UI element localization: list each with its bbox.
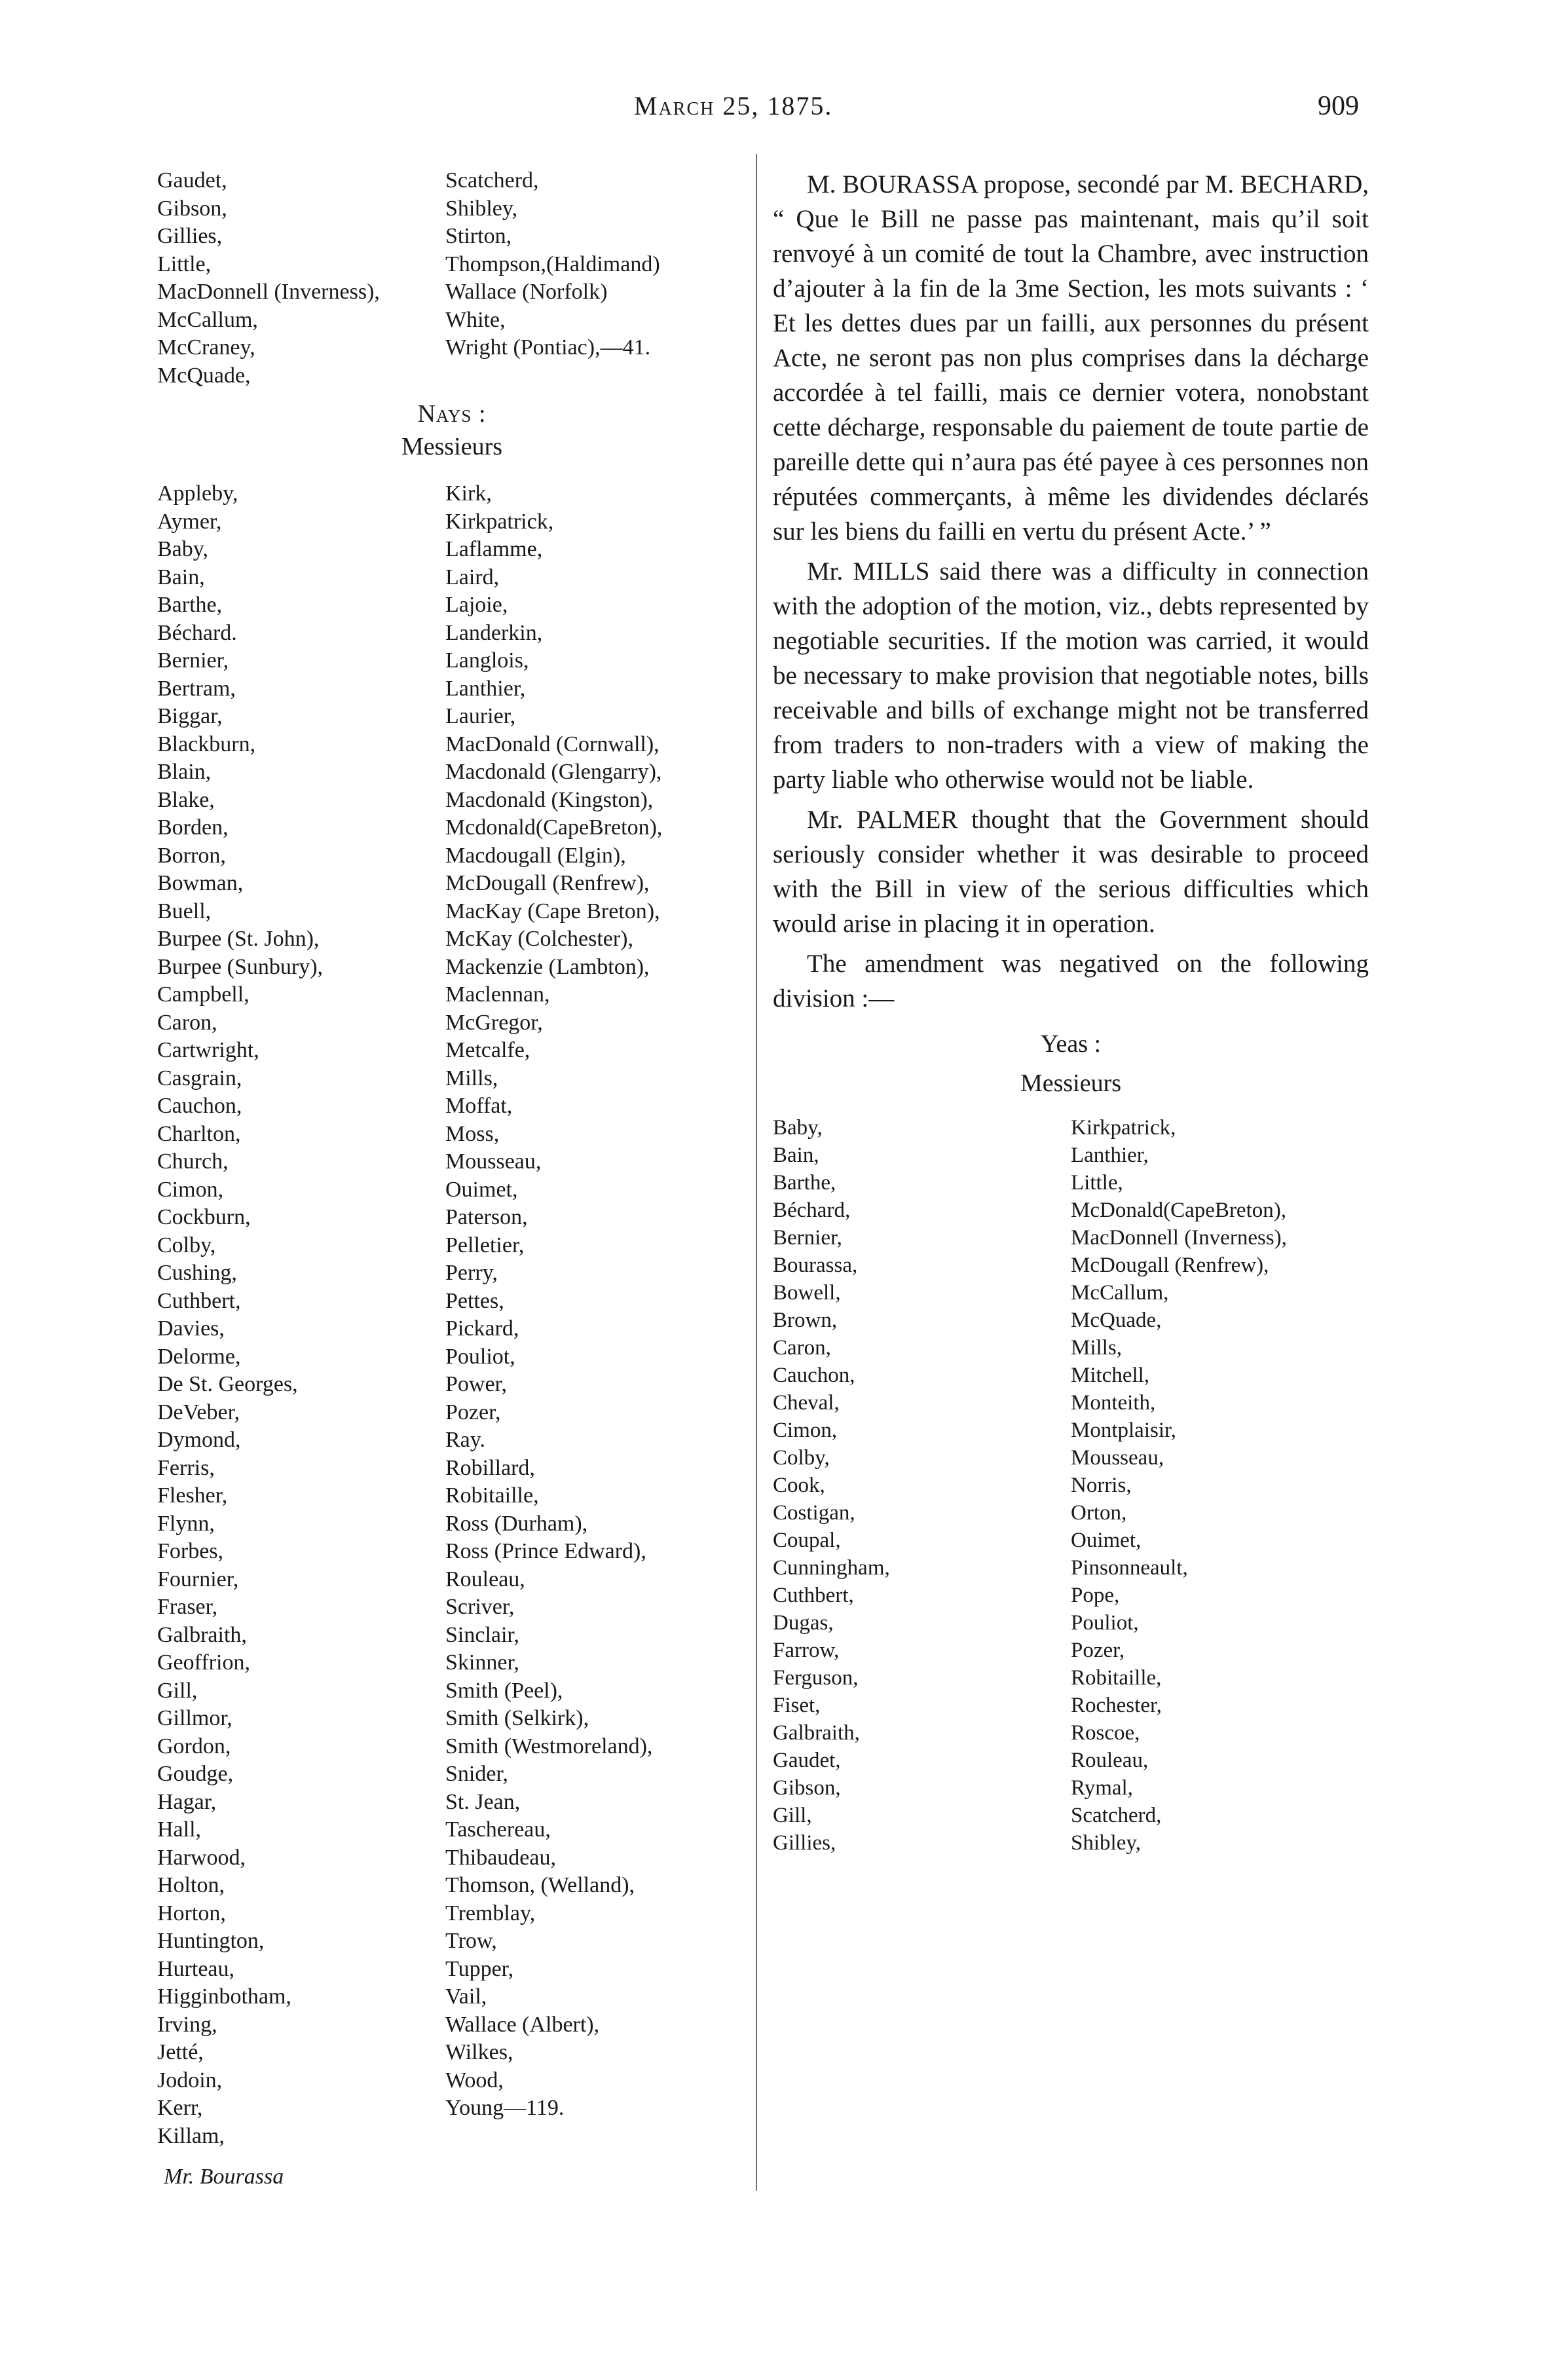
- member-name: Gill,: [773, 1804, 812, 1827]
- member-name: Ross (Durham),: [445, 1511, 588, 1536]
- member-name: Dymond,: [157, 1428, 241, 1452]
- member-name: Biggar,: [157, 704, 223, 728]
- member-name: Pelletier,: [445, 1233, 525, 1257]
- nays-heading: Nays :: [417, 400, 487, 428]
- member-name: Taschereau,: [445, 1817, 551, 1842]
- member-name: De St. Georges,: [157, 1372, 298, 1396]
- member-name: Fournier,: [157, 1567, 239, 1591]
- member-name: Thomson, (Welland),: [445, 1873, 635, 1897]
- member-name: Hurteau,: [157, 1956, 235, 1981]
- member-name: Moffat,: [445, 1094, 513, 1118]
- member-name: Ouimet,: [1071, 1529, 1142, 1552]
- member-name: Galbraith,: [157, 1622, 247, 1647]
- member-name: McGregor,: [445, 1010, 543, 1035]
- member-name: Shibley,: [445, 196, 518, 221]
- member-name: Mousseau,: [445, 1149, 542, 1174]
- member-name: Vail,: [445, 1984, 487, 2009]
- member-name: Snider,: [445, 1762, 508, 1786]
- member-name: Béchard,: [773, 1199, 851, 1222]
- member-name: Horton,: [157, 1901, 226, 1925]
- member-name: Dugas,: [773, 1611, 834, 1635]
- member-name: Thibaudeau,: [445, 1845, 556, 1870]
- member-name: Baby,: [157, 537, 209, 561]
- member-name: Sinclair,: [445, 1622, 519, 1647]
- member-name: Shibley,: [1071, 1831, 1141, 1855]
- member-name: Ouimet,: [445, 1177, 518, 1202]
- yeas-messieurs: Messieurs: [1020, 1069, 1122, 1097]
- member-name: Colby,: [773, 1446, 830, 1470]
- nays-list: [157, 480, 747, 2150]
- member-name: Mills,: [445, 1066, 498, 1090]
- member-name: Skinner,: [445, 1650, 519, 1675]
- member-name: Macdonald (Glengarry),: [445, 760, 662, 784]
- member-name: Gaudet,: [157, 168, 227, 193]
- member-name: Lajoie,: [445, 593, 508, 617]
- member-name: Coupal,: [773, 1529, 841, 1552]
- yeas-continued-col-2: [445, 167, 747, 390]
- member-name: Barthe,: [773, 1171, 836, 1195]
- member-name: Kirkpatrick,: [445, 509, 554, 534]
- member-name: St. Jean,: [445, 1789, 521, 1814]
- member-name: Pickard,: [445, 1316, 519, 1341]
- member-name: Buell,: [157, 899, 212, 923]
- member-name: White,: [445, 307, 506, 332]
- nays-col-2: [445, 480, 747, 2150]
- member-name: MacDonnell (Inverness),: [1071, 1226, 1287, 1250]
- member-name: McCallum,: [1071, 1281, 1169, 1305]
- paragraph-bourassa-motion: M. BOURASSA propose, secondé par M. BECHARD, “ Que le Bill ne passe pas maintenant, mais qu’il soit renvoyé à un comité de tout la Chambre, avec instruction d’ajouter à la fin de la 3me Section, les mots suivants : ‘ Et les dettes dues par un failli, aux personnes du présent Acte, ne seront pas non plus comprises dans la décharge accordée à tel failli, mais ce dernier votera, nonobstant cette décharge, responsable du paiement de toute partie de pareille dette qui n’aura pas été payee à ces personnes non réputées commerçants, à même les dividendes déclarés sur les biens du failli en vertu du présent Acte.’ ”: [773, 170, 1369, 546]
- member-name: Aymer,: [157, 509, 222, 534]
- yeas-heading: Yeas :: [1040, 1030, 1102, 1058]
- catchword: Mr. Bourassa: [164, 2165, 284, 2189]
- member-name: McCraney,: [157, 335, 255, 360]
- member-name: Campbell,: [157, 982, 250, 1007]
- member-name: Bourassa,: [773, 1254, 858, 1277]
- member-name: Bowman,: [157, 871, 244, 895]
- member-name: Moss,: [445, 1121, 500, 1146]
- member-name: Kirkpatrick,: [1071, 1116, 1176, 1140]
- member-name: Casgrain,: [157, 1066, 242, 1090]
- member-name: Thompson,(Haldimand): [445, 251, 660, 276]
- member-name: Fiset,: [773, 1694, 821, 1717]
- member-name: Monteith,: [1071, 1391, 1156, 1415]
- member-name: Laird,: [445, 565, 500, 589]
- member-name: Gibson,: [157, 196, 227, 221]
- paragraph-palmer: Mr. PALMER thought that the Government should seriously consider whether it was desirable to proceed with the Bill in view of the serious difficulties which would arise in placing it in operation.: [773, 806, 1369, 938]
- member-name: Orton,: [1071, 1501, 1127, 1525]
- member-name: Wallace (Norfolk): [445, 280, 608, 304]
- member-name: Burpee (St. John),: [157, 927, 320, 951]
- member-name: Flynn,: [157, 1511, 215, 1536]
- member-name: Bain,: [773, 1144, 819, 1167]
- page-number: 909: [1318, 91, 1359, 121]
- paragraph-division: The amendment was negatived on the following division :—: [773, 950, 1369, 1013]
- member-name: McDougall (Renfrew),: [445, 871, 650, 895]
- member-name: Farrow,: [773, 1639, 840, 1662]
- member-name: Smith (Peel),: [445, 1678, 563, 1703]
- member-name: Higginbotham,: [157, 1984, 291, 2009]
- member-name: Gordon,: [157, 1734, 231, 1758]
- yeas-col-2: [1071, 1114, 1369, 1857]
- member-name: MacKay (Cape Breton),: [445, 899, 660, 923]
- member-name: Brown,: [773, 1309, 838, 1332]
- member-name: Langlois,: [445, 648, 529, 673]
- member-name: Cockburn,: [157, 1205, 251, 1229]
- member-name: Tremblay,: [445, 1901, 536, 1925]
- member-name: Roscoe,: [1071, 1721, 1140, 1745]
- member-name: Baby,: [773, 1116, 823, 1140]
- member-name: Tupper,: [445, 1956, 514, 1981]
- member-name: Goudge,: [157, 1762, 234, 1786]
- member-name: Blackburn,: [157, 732, 256, 756]
- member-name: MacDonnell (Inverness),: [157, 280, 380, 304]
- member-name: Scatcherd,: [445, 168, 539, 193]
- member-name: Harwood,: [157, 1845, 246, 1870]
- member-name: Ferris,: [157, 1455, 215, 1480]
- member-name: Ross (Prince Edward),: [445, 1539, 646, 1563]
- member-name: Rochester,: [1071, 1694, 1162, 1717]
- member-name: Holton,: [157, 1873, 225, 1897]
- member-name: Blake,: [157, 787, 215, 812]
- member-name: Irving,: [157, 2012, 217, 2037]
- page-header: [0, 90, 1543, 130]
- member-name: Cauchon,: [157, 1094, 242, 1118]
- member-name: Pouliot,: [445, 1344, 515, 1369]
- member-name: Huntington,: [157, 1929, 265, 1953]
- member-name: Little,: [157, 251, 212, 276]
- member-name: Mills,: [1071, 1336, 1122, 1360]
- member-name: Perry,: [445, 1261, 498, 1285]
- member-name: Little,: [1071, 1171, 1123, 1195]
- member-name: Norris,: [1071, 1474, 1132, 1497]
- member-name: Kirk,: [445, 481, 492, 506]
- column-divider: [756, 154, 757, 2191]
- yeas-continued-list: [157, 167, 747, 390]
- nays-messieurs: Messieurs: [401, 433, 503, 460]
- member-name: Geoffrion,: [157, 1650, 250, 1675]
- member-name: Davies,: [157, 1316, 225, 1341]
- member-name: Mousseau,: [1071, 1446, 1164, 1470]
- member-name: Flesher,: [157, 1483, 228, 1508]
- paragraph-mills: Mr. MILLS said there was a difficulty in connection with the adoption of the motion, viz., debts represented by negotiable securities. If the motion was carried, it would be necessary to make provision that negotiable notes, bills receivable and bills of exchange might not be transferred from traders to non-traders with a view of making the party liable who otherwise would not be liable.: [773, 557, 1369, 794]
- member-name: Burpee (Sunbury),: [157, 954, 324, 979]
- member-name: Bain,: [157, 565, 205, 589]
- member-name: Lanthier,: [1071, 1144, 1149, 1167]
- member-name: Metcalfe,: [445, 1038, 530, 1062]
- member-name: Rymal,: [1071, 1776, 1133, 1800]
- member-name: McDonald(CapeBreton),: [1071, 1199, 1286, 1222]
- member-name: Cushing,: [157, 1261, 237, 1285]
- member-name: Fraser,: [157, 1595, 218, 1619]
- member-name: Macdougall (Elgin),: [445, 843, 626, 868]
- member-name: Maclennan,: [445, 982, 550, 1007]
- member-name: Cook,: [773, 1474, 825, 1497]
- member-name: Mitchell,: [1071, 1364, 1150, 1387]
- member-name: Gillmor,: [157, 1706, 232, 1730]
- member-name: Pouliot,: [1071, 1611, 1139, 1635]
- member-name: Cimon,: [157, 1177, 224, 1202]
- member-name: Laflamme,: [445, 537, 543, 561]
- member-name: Landerkin,: [445, 620, 543, 645]
- member-name: Ray.: [445, 1428, 486, 1452]
- member-name: Cauchon,: [773, 1364, 855, 1387]
- member-name: Cimon,: [773, 1419, 838, 1442]
- member-name: Robillard,: [445, 1455, 535, 1480]
- member-name: Gill,: [157, 1678, 198, 1703]
- member-name: Pinsonneault,: [1071, 1556, 1188, 1580]
- member-name: Cuthbert,: [157, 1288, 241, 1313]
- member-name: Gaudet,: [773, 1749, 841, 1772]
- member-name: Costigan,: [773, 1501, 855, 1525]
- member-name: Young—119.: [445, 2096, 565, 2120]
- member-name: Cheval,: [773, 1391, 840, 1415]
- left-column: [157, 167, 747, 2189]
- member-name: Lanthier,: [445, 676, 526, 701]
- member-name: Delorme,: [157, 1344, 241, 1369]
- member-name: Wright (Pontiac),—41.: [445, 335, 651, 360]
- member-name: Rouleau,: [445, 1567, 525, 1591]
- member-name: Cuthbert,: [773, 1584, 854, 1607]
- member-name: Borden,: [157, 815, 229, 840]
- member-name: McCallum,: [157, 307, 258, 332]
- member-name: Mcdonald(CapeBreton),: [445, 815, 663, 840]
- member-name: Hagar,: [157, 1789, 217, 1814]
- member-name: Jetté,: [157, 2040, 204, 2064]
- yeas-continued-col-1: [157, 167, 445, 390]
- member-name: Ferguson,: [773, 1666, 859, 1690]
- member-name: Gillies,: [773, 1831, 836, 1855]
- member-name: Mackenzie (Lambton),: [445, 954, 650, 979]
- member-name: Caron,: [157, 1010, 217, 1035]
- member-name: Appleby,: [157, 481, 238, 506]
- page-date: March 25, 1875.: [634, 91, 833, 121]
- member-name: MacDonald (Cornwall),: [445, 732, 660, 756]
- member-name: Charlton,: [157, 1121, 241, 1146]
- member-name: McQuade,: [1071, 1309, 1162, 1332]
- member-name: Bertram,: [157, 676, 236, 701]
- member-name: Bernier,: [157, 648, 229, 673]
- member-name: Bowell,: [773, 1281, 841, 1305]
- member-name: Cartwright,: [157, 1038, 259, 1062]
- member-name: Paterson,: [445, 1205, 528, 1229]
- member-name: Wallace (Albert),: [445, 2012, 600, 2037]
- member-name: Colby,: [157, 1233, 216, 1257]
- member-name: McDougall (Renfrew),: [1071, 1254, 1269, 1277]
- member-name: Laurier,: [445, 704, 516, 728]
- member-name: Macdonald (Kingston),: [445, 787, 654, 812]
- member-name: Smith (Westmoreland),: [445, 1734, 653, 1758]
- member-name: Bernier,: [773, 1226, 842, 1250]
- member-name: Wood,: [445, 2068, 504, 2092]
- member-name: Pettes,: [445, 1288, 504, 1313]
- member-name: Borron,: [157, 843, 226, 868]
- member-name: Scatcherd,: [1071, 1804, 1162, 1827]
- yeas-list: [773, 1114, 1369, 1857]
- member-name: Pozer,: [445, 1400, 501, 1424]
- right-column: [773, 167, 1369, 1857]
- member-name: Montplaisir,: [1071, 1419, 1176, 1442]
- member-name: McKay (Colchester),: [445, 927, 634, 951]
- member-name: Rouleau,: [1071, 1749, 1149, 1772]
- member-name: Church,: [157, 1149, 229, 1174]
- member-name: DeVeber,: [157, 1400, 240, 1424]
- member-name: Jodoin,: [157, 2068, 223, 2092]
- member-name: Barthe,: [157, 593, 223, 617]
- member-name: Forbes,: [157, 1539, 224, 1563]
- member-name: Stirton,: [445, 224, 512, 248]
- member-name: Caron,: [773, 1336, 831, 1360]
- member-name: McQuade,: [157, 363, 251, 388]
- member-name: Blain,: [157, 760, 212, 784]
- nays-col-1: [157, 480, 445, 2150]
- member-name: Power,: [445, 1372, 508, 1396]
- yeas-col-1: [773, 1114, 1071, 1857]
- member-name: Pope,: [1071, 1584, 1120, 1607]
- member-name: Pozer,: [1071, 1639, 1125, 1662]
- member-name: Béchard.: [157, 620, 237, 645]
- member-name: Robitaille,: [445, 1483, 539, 1508]
- member-name: Galbraith,: [773, 1721, 860, 1745]
- member-name: Trow,: [445, 1929, 497, 1953]
- member-name: Gillies,: [157, 224, 223, 248]
- member-name: Wilkes,: [445, 2040, 513, 2064]
- member-name: Gibson,: [773, 1776, 841, 1800]
- member-name: Kerr,: [157, 2096, 203, 2120]
- member-name: Scriver,: [445, 1595, 515, 1619]
- member-name: Killam,: [157, 2123, 225, 2148]
- member-name: Smith (Selkirk),: [445, 1706, 589, 1730]
- member-name: Cunningham,: [773, 1556, 890, 1580]
- member-name: Hall,: [157, 1817, 202, 1842]
- member-name: Robitaille,: [1071, 1666, 1162, 1690]
